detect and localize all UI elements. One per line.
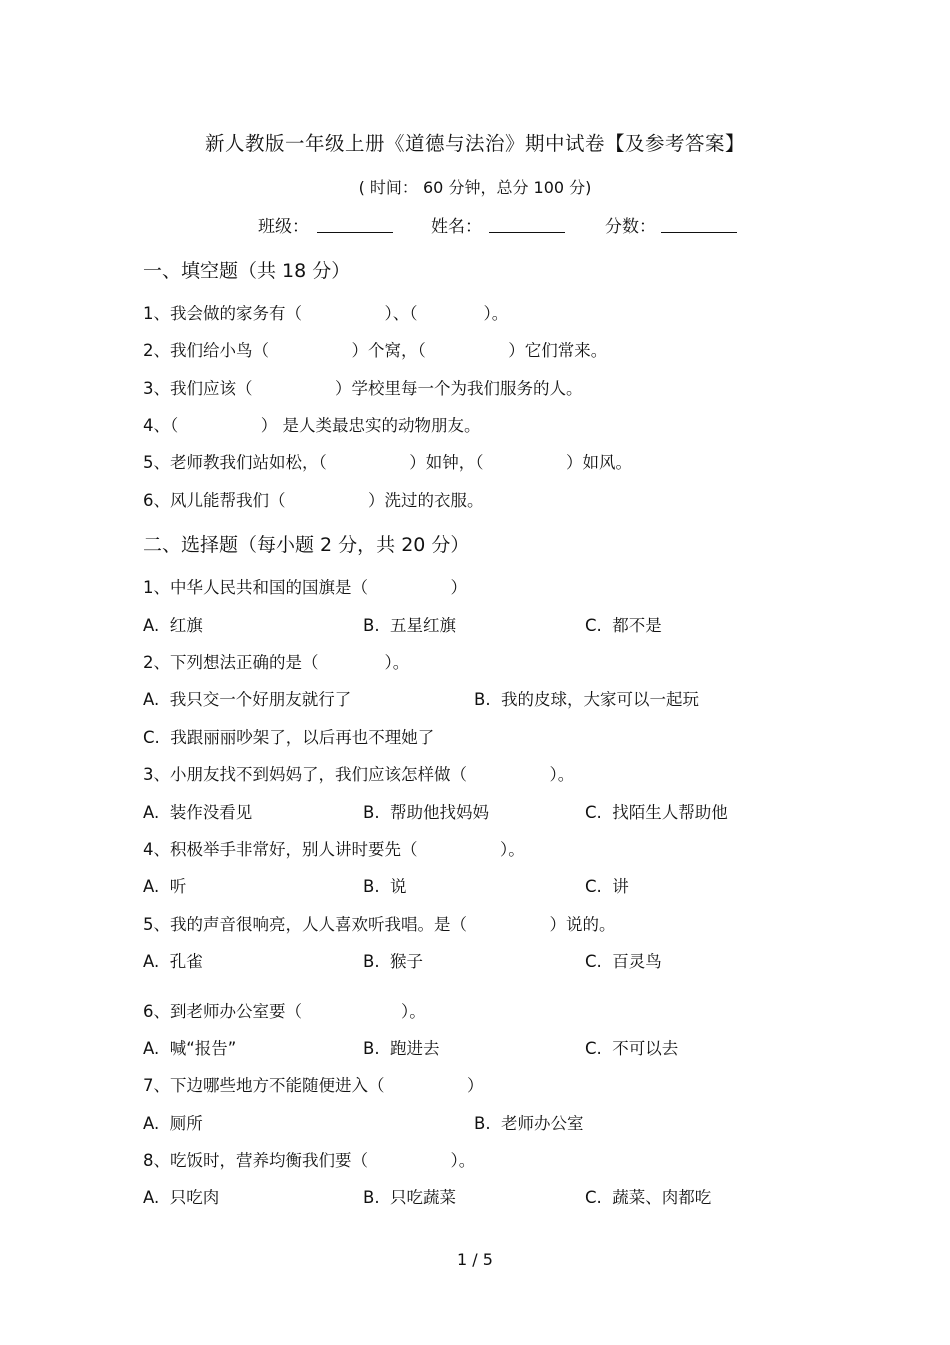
score-label: 分数： [605, 217, 656, 237]
choice-option-c: C. 我跟丽丽吵架了，以后再也不理她了 [143, 728, 435, 747]
choice-question: 1、中华人民共和国的国旗是（ ） [143, 578, 467, 597]
choice-option-c: C. 蔬菜、肉都吃 [585, 1188, 712, 1207]
choice-question: 3、小朋友找不到妈妈了，我们应该怎样做（ ）。 [143, 765, 575, 784]
choice-option-a: A. 厕所 [143, 1114, 203, 1133]
choice-option-b: B. 猴子 [363, 952, 424, 971]
fill-in-question: 1、我会做的家务有（ ）、（ ）。 [143, 304, 509, 323]
choice-option-b: B. 只吃蔬菜 [363, 1188, 457, 1207]
class-label: 班级： [258, 217, 309, 237]
choice-option-c: C. 百灵鸟 [585, 952, 662, 971]
choice-option-a: A. 听 [143, 877, 187, 896]
choice-option-b: B. 老师办公室 [474, 1114, 584, 1133]
name-blank[interactable] [489, 232, 565, 233]
choice-question: 7、下边哪些地方不能随便进入（ ） [143, 1076, 484, 1095]
fill-in-question: 3、我们应该（ ）学校里每一个为我们服务的人。 [143, 379, 583, 398]
page-indicator: 1 / 5 [457, 1250, 493, 1269]
score-blank[interactable] [661, 232, 737, 233]
choice-option-c: C. 都不是 [585, 616, 662, 635]
fill-in-question: 2、我们给小鸟（ ）个窝，（ ）它们常来。 [143, 341, 608, 360]
page-title: 新人教版一年级上册《道德与法治》期中试卷【及参考答案】 [204, 132, 745, 155]
choice-option-b: B. 五星红旗 [363, 616, 457, 635]
choice-option-a: A. 我只交一个好朋友就行了 [143, 690, 352, 709]
choice-option-b: B. 跑进去 [363, 1039, 440, 1058]
exam-time-info: ( 时间： 60 分钟，总分 100 分) [358, 178, 592, 197]
choice-option-a: A. 装作没看见 [143, 803, 253, 822]
fill-in-question: 4、（ ） 是人类最忠实的动物朋友。 [143, 416, 481, 435]
choice-option-a: A. 只吃肉 [143, 1188, 220, 1207]
fill-in-question: 5、老师教我们站如松，（ ）如钟，（ ）如风。 [143, 453, 632, 472]
section-choice-heading: 二、选择题（每小题 2 分，共 20 分） [143, 534, 470, 556]
choice-option-a: A. 孔雀 [143, 952, 203, 971]
choice-question: 2、下列想法正确的是（ ）。 [143, 653, 410, 672]
section-fill-in-heading: 一、填空题（共 18 分） [143, 260, 351, 282]
choice-question: 6、到老师办公室要（ ）。 [143, 1002, 426, 1021]
choice-option-c: C. 不可以去 [585, 1039, 679, 1058]
choice-option-a: A. 红旗 [143, 616, 203, 635]
class-blank[interactable] [317, 232, 393, 233]
choice-option-c: C. 找陌生人帮助他 [585, 803, 728, 822]
choice-question: 8、吃饭时，营养均衡我们要（ ）。 [143, 1151, 476, 1170]
choice-question: 4、积极举手非常好，别人讲时要先（ ）。 [143, 840, 525, 859]
choice-option-b: B. 帮助他找妈妈 [363, 803, 490, 822]
name-label: 姓名： [431, 217, 482, 237]
fill-in-question: 6、风儿能帮我们（ ）洗过的衣服。 [143, 491, 484, 510]
choice-question: 5、我的声音很响亮，人人喜欢听我唱。是（ ）说的。 [143, 915, 616, 934]
choice-option-b: B. 我的皮球，大家可以一起玩 [474, 690, 700, 709]
choice-option-a: A. 喊“报告” [143, 1039, 237, 1058]
choice-option-b: B. 说 [363, 877, 407, 896]
choice-option-c: C. 讲 [585, 877, 629, 896]
